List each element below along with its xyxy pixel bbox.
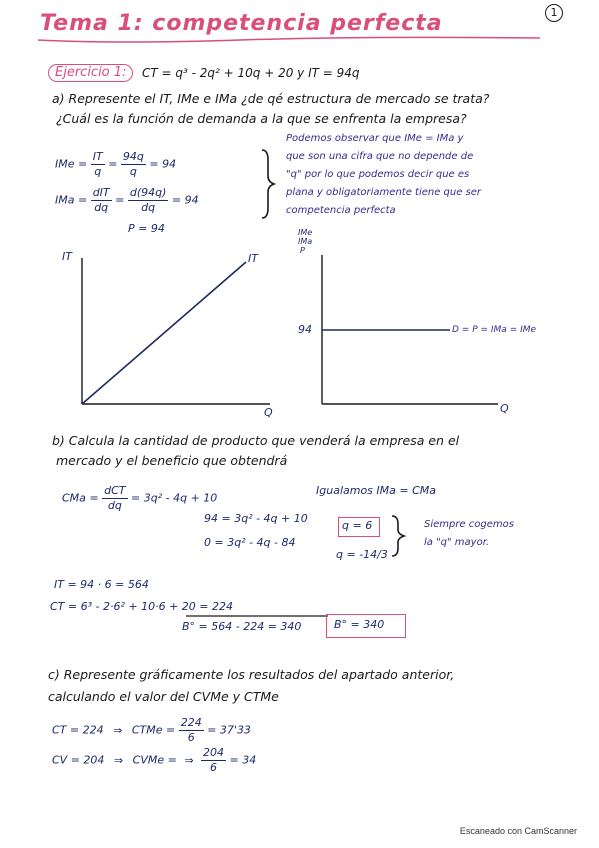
part-c-question-line-2: calculando el valor del CVMe y CTMe [48,689,279,704]
scanner-watermark: Escaneado con CamScanner [459,826,577,836]
note-b-line-1: Siempre cogemos [424,519,514,530]
part-b-question-line-1: b) Calcula la cantidad de producto que venderá la empresa en el [52,433,460,448]
cvme-den: 6 [210,761,218,774]
graph-right-y-label-3: P [300,246,305,255]
igualamos-note: Igualamos IMa = CMa [316,484,437,497]
arrow-3: ⇒ [184,753,194,767]
ctme-lhs: CTMe = [131,723,176,737]
ime-den-1: q [94,165,102,178]
profit-result: B° = 340 [334,618,385,631]
note-a-line-5: competencia perfecta [286,205,396,216]
graph-left-line-label: IT [248,252,258,265]
graph-right-level-value: 94 [298,323,312,336]
equation-1: 94 = 3q² - 4q + 10 [204,512,308,525]
cma-result: = 3q² - 4q + 10 [131,491,218,505]
cvme-num: 204 [203,746,225,759]
ima-num-1: dIT [92,186,110,199]
cvme-lhs: CVMe = [132,753,177,767]
equation-2: 0 = 3q² - 4q - 84 [204,536,296,549]
ct-calculation: CT = 6³ - 2·6² + 10·6 + 20 = 224 [50,600,233,613]
ctme-fraction [179,716,204,745]
cvme-formula [52,746,256,775]
graph-right-line-label: D = P = IMa = IMe [452,325,537,335]
ima-lhs: IMa = [55,193,88,207]
cvme-fraction [201,746,226,775]
note-a-line-2: que son una cifra que no depende de [286,151,474,162]
cma-den: dq [107,499,122,512]
ctme-result: = 37'33 [207,723,251,737]
page-title: Tema 1: competencia perfecta [40,11,443,36]
exercise-statement: CT = q³ - 2q² + 10q + 20 y IT = 94q [142,66,360,80]
ima-result: = 94 [171,193,199,207]
ime-num-2: 94q [122,150,144,163]
cma-num: dCT [104,484,126,497]
ima-equals: = [115,193,125,207]
ima-den-2: dq [141,201,156,214]
cvme-result: = 34 [229,753,257,767]
solution-q2: q = -14/3 [336,548,388,561]
ime-den-2: q [129,165,137,178]
cv-value: CV = 204 [52,753,105,767]
ct-value: CT = 224 [52,723,104,737]
part-b-question-line-2: mercado y el beneficio que obtendrá [56,453,288,468]
ime-num-1: IT [92,150,103,163]
graph-right-y-label-1: IMe [298,228,313,237]
ima-num-2: d(94q) [129,186,167,199]
page-number: 1 [550,6,558,19]
ime-lhs: IMe = [55,157,88,171]
arrow-1: ⇒ [113,723,123,737]
part-c-question-line-1: c) Represente gráficamente los resultados del apartado anterior, [48,667,455,682]
note-b-line-2: la "q" mayor. [424,537,490,548]
ctme-num: 224 [180,716,202,729]
exercise-label: Ejercicio 1: [48,64,133,82]
price-result: P = 94 [128,222,165,235]
graph-left-y-label: IT [62,250,72,263]
ima-den-1: dq [94,201,109,214]
ime-result: = 94 [149,157,177,171]
it-calculation: IT = 94 · 6 = 564 [54,578,149,591]
profit-calculation: B° = 564 - 224 = 340 [182,620,302,633]
graph-right-x-label: Q [500,402,509,415]
arrow-2: ⇒ [113,753,124,767]
graph-left-x-label: Q [264,406,273,419]
part-a-question-line-1: a) Represente el IT, IMe e IMa ¿de qé estructura de mercado se trata? [52,91,490,106]
cma-lhs: CMa = [62,491,99,505]
ctme-den: 6 [187,731,195,744]
note-a-line-1: Podemos observar que IMe = IMa y [286,133,464,144]
solution-q1: q = 6 [342,519,373,532]
note-a-line-3: "q" por lo que podemos decir que es [286,169,470,180]
graph-right-y-label-2: IMa [298,237,313,246]
part-a-question-line-2: ¿Cuál es la función de demanda a la que se enfrenta la empresa? [56,111,467,126]
note-a-line-4: plana y obligatoriamente tiene que ser [286,187,482,198]
ime-equals: = [108,157,118,171]
ctme-formula [52,716,251,745]
